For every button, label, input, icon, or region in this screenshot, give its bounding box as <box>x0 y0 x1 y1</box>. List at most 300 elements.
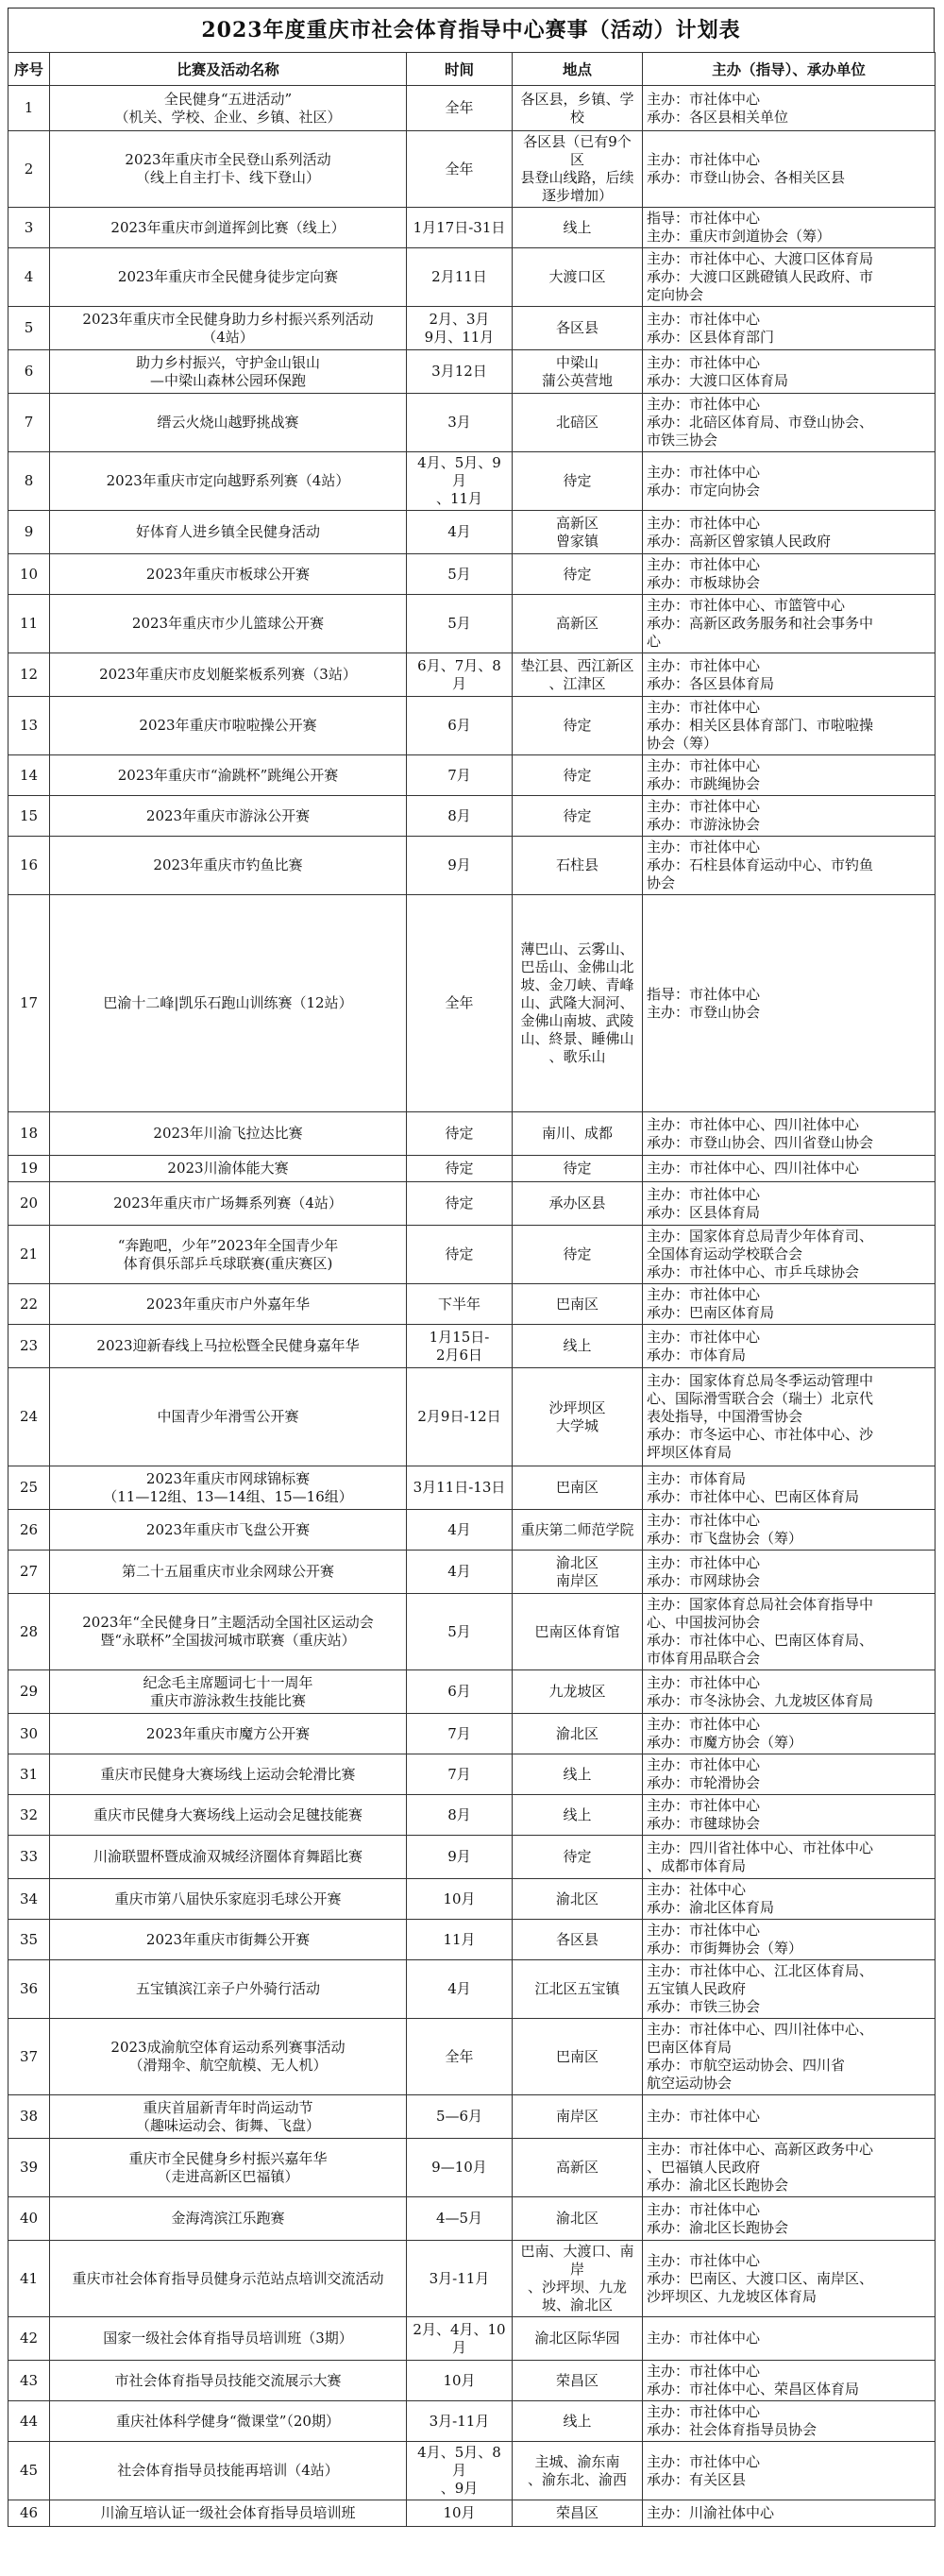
time-cell-line: 7月 <box>447 766 471 784</box>
place-cell-line: 九龙坡区 <box>548 1683 606 1700</box>
organizer-cell-line: 承办：巴南区、大渡口区、南岸区、 <box>647 2269 874 2287</box>
row-number: 3 <box>8 208 50 248</box>
time-cell <box>407 755 513 796</box>
time-cell-line: 2月6日 <box>435 1346 483 1364</box>
place-cell <box>513 895 643 1112</box>
organizer-cell-line: 主办：市社体中心 <box>647 1185 761 1203</box>
row-number: 42 <box>8 2317 50 2361</box>
time-cell-line: 6月 <box>447 1683 471 1700</box>
place-cell-line: 高新区 <box>555 514 598 532</box>
organizer-cell-line: 指导：市社体中心 <box>647 210 761 227</box>
organizer-cell <box>643 2241 936 2317</box>
organizer-cell-line: 协会 <box>647 874 676 891</box>
place-cell <box>513 796 643 837</box>
place-cell <box>513 248 643 307</box>
row-number: 18 <box>8 1112 50 1156</box>
place-cell-line: 南岸区 <box>555 1571 598 1589</box>
organizer-cell-line: 航空运动协会 <box>647 2075 733 2092</box>
organizer-cell <box>643 1551 936 1594</box>
organizer-cell-line: 、巴福镇人民政府 <box>647 2159 761 2176</box>
event-name-cell <box>50 1920 407 1960</box>
event-name-cell-line: 2023年川渝飞拉达比赛 <box>153 1125 303 1142</box>
time-cell-line: 3月12日 <box>431 363 487 380</box>
organizer-cell-line: 主办：市社体中心 <box>647 2403 761 2420</box>
table-row <box>8 2019 936 2095</box>
organizer-cell-line: 主办：社体中心 <box>647 1881 747 1898</box>
row-number: 23 <box>8 1325 50 1368</box>
place-cell-line: 荣昌区 <box>555 2504 598 2521</box>
event-name-cell <box>50 307 407 350</box>
time-cell <box>407 452 513 511</box>
time-cell <box>407 2019 513 2095</box>
organizer-cell-line: 主办：市社体中心、高新区政务中心 <box>647 2141 874 2158</box>
organizer-cell-line: 承办：社会体育指导员协会 <box>647 2421 818 2438</box>
row-number: 5 <box>8 307 50 350</box>
organizer-cell-line: 主办：市社体中心 <box>647 463 761 481</box>
event-name-cell-line: 重庆市游泳救生技能比赛 <box>149 1691 306 1709</box>
place-cell-line: 待定 <box>563 472 592 489</box>
place-cell <box>513 394 643 452</box>
time-cell <box>407 1112 513 1156</box>
event-name-cell-line: 2023年重庆市街舞公开赛 <box>145 1930 311 1948</box>
time-cell <box>407 837 513 895</box>
place-cell-line: 巴南区 <box>555 1295 598 1313</box>
event-name-cell <box>50 350 407 394</box>
row-number: 38 <box>8 2095 50 2139</box>
organizer-cell-line: 承办：市航空运动协会、四川省 <box>647 2057 846 2074</box>
organizer-cell-line: 承办：市登山协会、各相关区县 <box>647 169 846 186</box>
event-name-cell <box>50 796 407 837</box>
organizer-cell-line: 表处指导，中国滑雪协会 <box>647 1408 803 1425</box>
time-cell <box>407 2442 513 2500</box>
place-cell-line: 高新区 <box>555 2159 598 2176</box>
time-cell-line: 7月 <box>447 1724 471 1742</box>
organizer-cell-line: 定向协会 <box>647 286 704 303</box>
row-number: 17 <box>8 895 50 1112</box>
event-name-cell-line: 2023年重庆市板球公开赛 <box>145 565 311 583</box>
event-name-cell-line: 全民健身“五进活动” <box>163 90 293 108</box>
place-cell-line: 渝北区 <box>555 1890 598 1907</box>
row-number: 27 <box>8 1551 50 1594</box>
place-cell-line: 沙坪坝区 <box>548 1398 606 1416</box>
table-body <box>8 86 936 2527</box>
event-name-cell <box>50 131 407 208</box>
time-cell-line: 9—10月 <box>431 2159 487 2176</box>
table-row <box>8 131 936 208</box>
row-number: 11 <box>8 595 50 653</box>
table-row <box>8 595 936 653</box>
event-name-cell-line: 2023迎新春线上马拉松暨全民健身嘉年华 <box>96 1337 360 1354</box>
row-number: 43 <box>8 2361 50 2401</box>
place-cell <box>513 1594 643 1670</box>
event-name-cell-line: 好体育人进乡镇全民健身活动 <box>135 523 320 540</box>
row-number: 4 <box>8 248 50 307</box>
place-cell-line: 待定 <box>563 1246 592 1263</box>
organizer-cell-line: 承办：巴南区体育局 <box>647 1304 775 1321</box>
time-cell <box>407 1466 513 1510</box>
table-row <box>8 2197 936 2241</box>
time-cell <box>407 796 513 837</box>
event-name-cell <box>50 2139 407 2197</box>
organizer-cell-line: 主办：市社体中心 <box>647 396 761 413</box>
time-cell <box>407 2317 513 2361</box>
place-cell <box>513 755 643 796</box>
time-cell-line: 8月 <box>447 1805 471 1823</box>
event-name-cell-line: 2023年重庆市钓鱼比赛 <box>153 856 303 873</box>
event-name-cell-line: 2023年重庆市全民健身助力乡村振兴系列活动 <box>82 310 374 328</box>
place-cell <box>513 1714 643 1754</box>
event-name-cell-line: （趣味运动会、街舞、飞盘） <box>135 2116 320 2134</box>
time-cell-line: 全年 <box>445 2047 474 2065</box>
table-row <box>8 1920 936 1960</box>
place-cell-line: 待定 <box>563 565 592 583</box>
event-name-cell <box>50 1879 407 1920</box>
organizer-cell-line: 主办：市社体中心 <box>647 2452 761 2470</box>
event-name-cell-line: 2023年重庆市皮划艇桨板系列赛（3站） <box>99 666 357 683</box>
event-name-cell <box>50 208 407 248</box>
place-cell <box>513 595 643 653</box>
time-cell <box>407 1920 513 1960</box>
time-cell-line: 3月-11月 <box>429 2269 490 2287</box>
time-cell <box>407 554 513 595</box>
time-cell-line: 2月9日-12日 <box>417 1408 501 1425</box>
event-name-cell-line: 2023年重庆市全民登山系列活动 <box>125 151 331 168</box>
organizer-cell-line: 主办：市社体中心 <box>647 151 761 168</box>
time-cell-line: 6月、7月、8月 <box>417 656 501 692</box>
organizer-cell <box>643 511 936 554</box>
table-row <box>8 1182 936 1226</box>
organizer-cell <box>643 2361 936 2401</box>
organizer-cell-line: 主办：市社体中心 <box>647 2108 761 2125</box>
event-name-cell <box>50 1182 407 1226</box>
time-cell <box>407 595 513 653</box>
event-name-cell-line: 重庆社体科学健身“微课堂”（20期） <box>116 2412 340 2430</box>
organizer-cell-line: 承办：高新区政务服务和社会事务中 <box>647 615 874 632</box>
time-cell <box>407 1182 513 1226</box>
event-name-cell-line: 川渝联盟杯暨成渝双城经济圈体育舞蹈比赛 <box>93 1848 362 1865</box>
organizer-cell-line: 主办：市登山协会 <box>647 1003 761 1021</box>
organizer-cell <box>643 394 936 452</box>
organizer-cell-line: 主办：国家体育总局青少年体育司、 <box>647 1228 874 1245</box>
table-title: 2023年度重庆市社会体育指导中心赛事（活动）计划表 <box>8 8 935 52</box>
header-no: 序号 <box>8 53 50 86</box>
organizer-cell-line: 主办：市社体中心 <box>647 699 761 716</box>
table-row <box>8 1960 936 2019</box>
row-number: 26 <box>8 1510 50 1551</box>
organizer-cell-line: 主办：国家体育总局冬季运动管理中 <box>647 1372 874 1389</box>
table-row <box>8 796 936 837</box>
time-cell-line: 9月 <box>447 856 471 873</box>
row-number: 2 <box>8 131 50 208</box>
organizer-cell-line: 主办：川渝社体中心 <box>647 2504 775 2521</box>
time-cell-line: 9月 <box>447 1848 471 1865</box>
time-cell <box>407 307 513 350</box>
organizer-cell-line: 承办：市板球协会 <box>647 574 761 591</box>
event-name-cell <box>50 895 407 1112</box>
row-number: 12 <box>8 653 50 697</box>
organizer-cell-line: 主办：市社体中心 <box>647 1922 761 1939</box>
time-cell <box>407 1836 513 1879</box>
table-row <box>8 2241 936 2317</box>
time-cell <box>407 2241 513 2317</box>
organizer-cell <box>643 2442 936 2500</box>
event-name-cell <box>50 2317 407 2361</box>
place-cell-line: 各区县（已有9个区 <box>523 133 632 168</box>
event-name-cell <box>50 2401 407 2442</box>
table-row <box>8 1368 936 1466</box>
event-name-cell-line: 2023年重庆市游泳公开赛 <box>145 806 311 824</box>
time-cell-line: 3月-11月 <box>429 2412 490 2430</box>
organizer-cell-line: 、成都市体育局 <box>647 1856 747 1874</box>
place-cell <box>513 86 643 131</box>
event-name-cell-line: （4站） <box>202 328 254 346</box>
place-cell <box>513 1325 643 1368</box>
organizer-cell-line: 协会（筹） <box>647 735 718 752</box>
time-cell-line: 8月 <box>447 806 471 824</box>
place-cell <box>513 2500 643 2527</box>
organizer-cell-line: 承办：市社体中心、巴南区体育局、 <box>647 1632 874 1649</box>
place-cell-line: 中梁山 <box>555 353 598 371</box>
event-name-cell-line: 社会体育指导员技能再培训（4站） <box>117 2462 339 2479</box>
place-cell <box>513 554 643 595</box>
organizer-cell-line: 心 <box>647 633 662 650</box>
event-name-cell <box>50 2095 407 2139</box>
organizer-cell-line: 主办：四川省社体中心、市社体中心 <box>647 1839 874 1856</box>
event-name-cell <box>50 1156 407 1182</box>
row-number: 9 <box>8 511 50 554</box>
event-name-cell-line: 金海湾滨江乐跑赛 <box>171 2210 285 2227</box>
time-cell-line: 4月、5月、9月 <box>417 454 501 489</box>
event-name-cell-line: 2023年重庆市广场舞系列赛（4站） <box>113 1195 343 1212</box>
time-cell-line: 月 <box>451 2338 466 2356</box>
place-cell-line: 重庆第二师范学院 <box>520 1520 634 1538</box>
header-org: 主办（指导）、承办单位 <box>643 53 936 86</box>
organizer-cell <box>643 1836 936 1879</box>
organizer-cell-line: 承办：有关区县 <box>647 2470 747 2488</box>
plan-sheet <box>8 8 935 2527</box>
place-cell-line: 、沙坪坝、九龙 <box>527 2279 627 2296</box>
row-number: 30 <box>8 1714 50 1754</box>
organizer-cell-line: 主办：市社体中心 <box>647 839 761 856</box>
event-name-cell <box>50 2500 407 2527</box>
place-cell <box>513 2139 643 2197</box>
time-cell-line: 4月 <box>447 1520 471 1538</box>
event-name-cell <box>50 653 407 697</box>
event-name-cell-line: 2023成渝航空体育运动系列赛事活动 <box>110 2039 346 2056</box>
organizer-cell-line: 承办：市冬泳协会、九龙坡区体育局 <box>647 1691 874 1709</box>
organizer-cell <box>643 1182 936 1226</box>
table-row <box>8 2361 936 2401</box>
organizer-cell-line: 主办：市社体中心、大渡口区体育局 <box>647 250 874 267</box>
event-name-cell <box>50 248 407 307</box>
row-number: 15 <box>8 796 50 837</box>
organizer-cell-line: 主办：市社体中心 <box>647 2363 761 2380</box>
organizer-cell <box>643 248 936 307</box>
organizer-cell <box>643 1795 936 1836</box>
organizer-cell <box>643 2317 936 2361</box>
place-cell <box>513 2095 643 2139</box>
place-cell-line: 大渡口区 <box>548 268 606 285</box>
time-cell-line: 2月、3月 <box>429 310 490 328</box>
table-row <box>8 511 936 554</box>
organizer-cell <box>643 2401 936 2442</box>
organizer-cell-line: 主办：市社体中心、四川社体中心 <box>647 1160 860 1177</box>
time-cell-line: 、11月 <box>435 490 483 507</box>
organizer-cell <box>643 1226 936 1284</box>
organizer-cell-line: 主办：市体育局 <box>647 1469 747 1487</box>
time-cell <box>407 1795 513 1836</box>
time-cell-line: 10月 <box>443 2504 476 2521</box>
time-cell-line: 5月 <box>447 1622 471 1640</box>
event-name-cell <box>50 1594 407 1670</box>
place-cell-line: 、歌乐山 <box>548 1048 606 1065</box>
event-name-cell <box>50 2442 407 2500</box>
time-cell-line: 4月、5月、8月 <box>417 2444 501 2479</box>
place-cell-line: 金佛山南坡、武陵 <box>520 1012 634 1029</box>
table-row <box>8 895 936 1112</box>
row-number: 19 <box>8 1156 50 1182</box>
place-cell-line: 曾家镇 <box>555 532 598 550</box>
organizer-cell-line: 承办：区县体育部门 <box>647 328 775 346</box>
time-cell <box>407 1594 513 1670</box>
organizer-cell-line: 承办：市体育局 <box>647 1346 747 1364</box>
time-cell-line: 全年 <box>445 160 474 178</box>
event-name-cell <box>50 1551 407 1594</box>
row-number: 21 <box>8 1226 50 1284</box>
table-row <box>8 1594 936 1670</box>
time-cell <box>407 248 513 307</box>
table-row <box>8 1284 936 1325</box>
organizer-cell-line: 全国体育运动学校联合会 <box>647 1246 803 1263</box>
time-cell-line: 2月11日 <box>431 268 487 285</box>
time-cell <box>407 131 513 208</box>
event-name-cell-line: 2023年“全民健身日”主题活动全国社区运动会 <box>82 1614 374 1631</box>
organizer-cell-line: 承办：石柱县体育运动中心、市钓鱼 <box>647 856 874 873</box>
row-number: 44 <box>8 2401 50 2442</box>
organizer-cell <box>643 1670 936 1714</box>
row-number: 35 <box>8 1920 50 1960</box>
event-name-cell <box>50 2019 407 2095</box>
place-cell-line: 薄巴山、云雾山、 <box>520 941 634 958</box>
time-cell <box>407 2139 513 2197</box>
time-cell <box>407 2095 513 2139</box>
event-name-cell <box>50 1754 407 1795</box>
time-cell-line: 4—5月 <box>435 2210 483 2227</box>
organizer-cell <box>643 307 936 350</box>
organizer-cell-line: 沙坪坝区、九龙坡区体育局 <box>647 2287 818 2305</box>
organizer-cell-line: 承办：市铁三协会 <box>647 1998 761 2015</box>
event-name-cell <box>50 1795 407 1836</box>
table-row <box>8 86 936 131</box>
table-row <box>8 1466 936 1510</box>
time-cell <box>407 1325 513 1368</box>
table-row <box>8 1551 936 1594</box>
event-name-cell <box>50 1836 407 1879</box>
row-number: 39 <box>8 2139 50 2197</box>
organizer-cell-line: 主办：市社体中心 <box>647 1673 761 1691</box>
time-cell-line: 3月11日-13日 <box>413 1479 506 1496</box>
place-cell-line: 山、武隆大洞河、 <box>520 994 634 1011</box>
place-cell <box>513 2241 643 2317</box>
event-name-cell-line: 2023川渝体能大赛 <box>167 1160 289 1177</box>
event-name-cell-line: 重庆市第八届快乐家庭羽毛球公开赛 <box>114 1890 342 1907</box>
place-cell <box>513 1920 643 1960</box>
organizer-cell <box>643 653 936 697</box>
time-cell-line: 1月15日- <box>429 1328 490 1346</box>
organizer-cell-line: 坪坝区体育局 <box>647 1444 733 1461</box>
table-row <box>8 1836 936 1879</box>
place-cell <box>513 1226 643 1284</box>
event-name-cell-line: 2023年重庆市魔方公开赛 <box>145 1724 311 1742</box>
place-cell-line: 校 <box>569 108 584 126</box>
place-cell-line: 线上 <box>563 218 592 236</box>
event-name-cell-line: 2023年重庆市少儿篮球公开赛 <box>131 615 325 632</box>
event-name-cell-line: 体育俱乐部乒乓球联赛(重庆赛区) <box>123 1254 333 1272</box>
organizer-cell-line: 巴南区体育局 <box>647 2039 733 2056</box>
row-number: 22 <box>8 1284 50 1325</box>
place-cell <box>513 307 643 350</box>
time-cell <box>407 1551 513 1594</box>
event-name-cell-line: 国家一级社会体育指导员培训班（3期） <box>103 2330 353 2347</box>
organizer-cell-line: 承办：渝北区长跑协会 <box>647 2177 789 2194</box>
event-name-cell-line: 2023年重庆市户外嘉年华 <box>145 1295 311 1313</box>
time-cell <box>407 1670 513 1714</box>
event-name-cell-line: 市社会体育指导员技能交流展示大赛 <box>114 2371 342 2389</box>
row-number: 45 <box>8 2442 50 2500</box>
event-name-cell <box>50 595 407 653</box>
organizer-cell-line: 主办：市社体中心 <box>647 1553 761 1571</box>
event-name-cell-line: （走进高新区巴福镇） <box>157 2167 299 2185</box>
time-cell-line: 下半年 <box>437 1295 480 1313</box>
table-row <box>8 208 936 248</box>
event-name-cell-line: 重庆市社会体育指导员健身示范站点培训交流活动 <box>72 2269 384 2287</box>
organizer-cell-line: 承办：市街舞协会（筹） <box>647 1940 803 1957</box>
organizer-cell-line: 承办：市游泳协会 <box>647 816 761 833</box>
organizer-cell-line: 主办：市社体中心 <box>647 514 761 532</box>
event-name-cell <box>50 1226 407 1284</box>
organizer-cell-line: 主办：市社体中心 <box>647 1716 761 1733</box>
time-cell <box>407 511 513 554</box>
organizer-cell <box>643 1754 936 1795</box>
organizer-cell-line: 承办：各区县体育局 <box>647 674 775 692</box>
place-cell-line: 巴南区 <box>555 2047 598 2065</box>
organizer-cell-line: 主办：市社体中心 <box>647 1512 761 1529</box>
event-name-cell-line: 2023年重庆市飞盘公开赛 <box>145 1520 311 1538</box>
event-name-cell-line: 中国青少年滑雪公开赛 <box>157 1408 299 1425</box>
organizer-cell-line: 主办：市社体中心 <box>647 310 761 328</box>
organizer-cell <box>643 1879 936 1920</box>
time-cell <box>407 697 513 755</box>
place-cell-line: 南岸区 <box>555 2108 598 2125</box>
table-row <box>8 1754 936 1795</box>
organizer-cell-line: 承办：市登山协会、四川省登山协会 <box>647 1133 874 1151</box>
time-cell-line: 2月、4月、10 <box>413 2320 506 2338</box>
event-name-cell-line: 重庆市民健身大赛场线上运动会轮滑比赛 <box>100 1765 356 1783</box>
row-number: 1 <box>8 86 50 131</box>
place-cell-line: 渝北区 <box>555 2210 598 2227</box>
time-cell-line: 4月 <box>447 1980 471 1997</box>
table-row <box>8 307 936 350</box>
organizer-cell-line: 承办：渝北区体育局 <box>647 1899 775 1916</box>
organizer-cell-line: 指导：市社体中心 <box>647 985 761 1003</box>
table-row <box>8 1226 936 1284</box>
event-name-cell-line: （线上自主打卡、线下登山） <box>135 169 320 186</box>
header-row <box>8 53 936 86</box>
time-cell <box>407 2401 513 2442</box>
table-row <box>8 452 936 511</box>
organizer-cell <box>643 697 936 755</box>
time-cell <box>407 1156 513 1182</box>
